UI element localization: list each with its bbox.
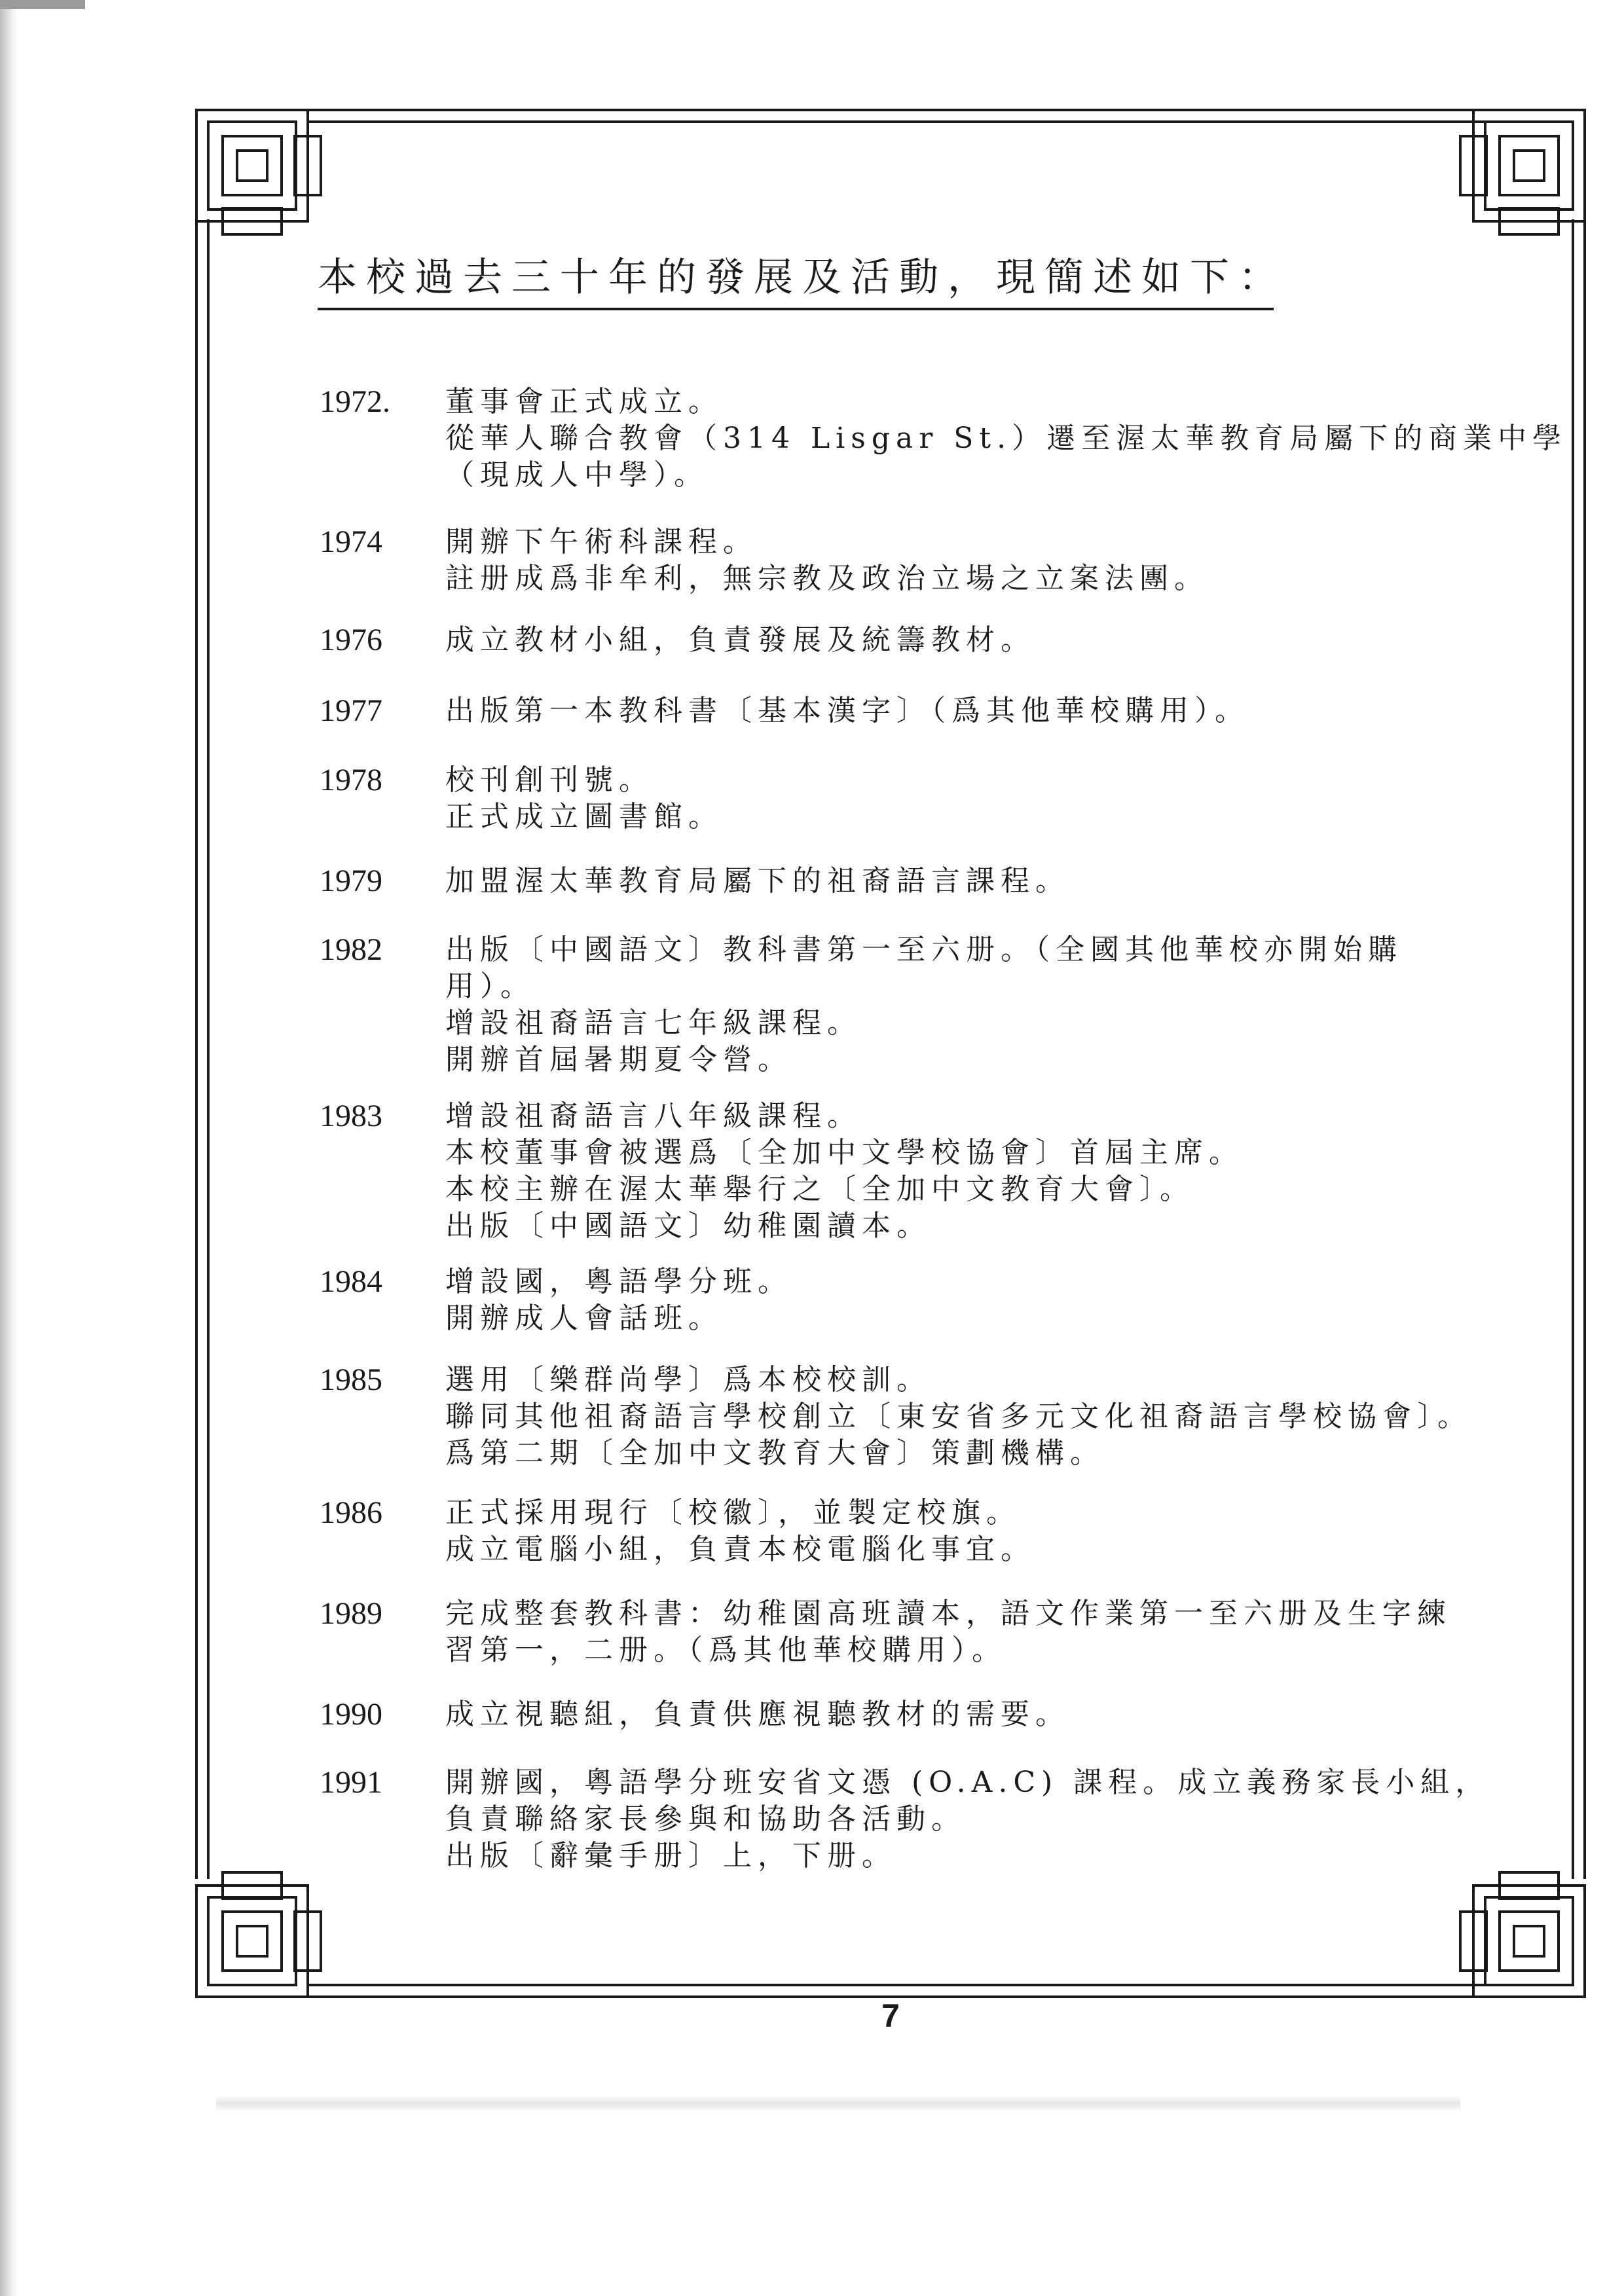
entry-line: 開辦國，粵語學分班安省文憑 (O.A.C) 課程。成立義務家長小組， [445,1766,1490,1799]
page-title: 本校過去三十年的發展及活動，現簡述如下： [318,255,1287,301]
entry-lines [445,1264,1506,1337]
entry-line: 成立電腦小組，負責本校電腦化事宜。 [445,1533,1035,1566]
entry-line: 出版〔中國語文〕幼稚園讀本。 [445,1209,931,1243]
entry-year: 1976 [320,623,382,657]
entry-year: 1979 [320,864,382,898]
entry-lines [445,1362,1506,1472]
page-number: 7 [881,1997,900,2034]
entry-year: 1985 [320,1362,382,1397]
entry-line: 負責聯絡家長參與和協助各活動。 [445,1802,966,1836]
entry-lines [445,863,1506,900]
entry-line: 註册成爲非牟利，無宗教及政治立場之立案法團。 [445,562,1209,595]
entry-lines [445,693,1506,729]
entry-year: 1977 [320,693,382,728]
entry-line: 正式成立圖書館。 [445,800,723,833]
entry-year: 1982 [320,932,382,967]
entry-line: 本校主辦在渥太華舉行之〔全加中文教育大會〕。 [445,1173,1194,1206]
entry-line: 開辦成人會話班。 [445,1302,723,1335]
entry-lines [445,762,1506,835]
entry-line: 成立視聽組，負責供應視聽教材的需要。 [445,1698,1070,1731]
entry-line: 增設國，粵語學分班。 [445,1265,792,1298]
entry-year: 1983 [320,1099,382,1133]
entry-line: 開辦下午術科課程。 [445,525,758,558]
entry-line: 習第一，二册。（爲其他華校購用）。 [445,1633,1006,1667]
entry-line: 董事會正式成立。 [445,385,723,418]
entry-line: 開辦首屆暑期夏令營。 [445,1043,792,1076]
entry-year: 1972. [320,384,390,419]
entry-lines [445,1595,1506,1669]
entry-line: 選用〔樂群尚學〕爲本校校訓。 [445,1363,931,1396]
entry-year: 1990 [320,1697,382,1732]
entry-line: 聯同其他祖裔語言學校創立〔東安省多元文化祖裔語言學校協會〕。 [445,1400,1472,1433]
entry-line: 增設祖裔語言八年級課程。 [445,1099,862,1133]
entry-lines [445,384,1568,494]
entry-line: 增設祖裔語言七年級課程。 [445,1006,862,1040]
entry-year: 1978 [320,763,382,797]
entry-lines [445,622,1506,659]
entry-lines [445,524,1506,597]
entry-lines [445,1098,1506,1245]
entry-year: 1974 [320,524,382,559]
entry-line: 成立教材小組，負責發展及統籌教材。 [445,623,1035,657]
entry-line: 爲第二期〔全加中文教育大會〕策劃機構。 [445,1436,1105,1470]
entry-line: 正式採用現行〔校徽〕，並製定校旗。 [445,1496,1021,1529]
entry-lines [445,1495,1506,1568]
entry-line: 出版〔辭彙手册〕上，下册。 [445,1839,896,1872]
entry-year: 1991 [320,1765,382,1800]
entry-line: 出版第一本教科書〔基本漢字〕（爲其他華校購用）。 [445,694,1249,727]
entry-line: 出版〔中國語文〕教科書第一至六册。（全國其他華校亦開始購 [445,933,1403,966]
entry-year: 1989 [320,1596,382,1631]
entry-line: 校刊創刊號。 [445,763,654,797]
entry-lines [445,1696,1506,1733]
entry-line: 加盟渥太華教育局屬下的祖裔語言課程。 [445,864,1070,898]
entry-year: 1984 [320,1264,382,1299]
entry-line: 本校董事會被選爲〔全加中文學校協會〕首屆主席。 [445,1136,1244,1169]
entry-line: 完成整套教科書：幼稚園高班讀本，語文作業第一至六册及生字練 [445,1597,1452,1630]
entry-line: 從華人聯合教會（314 Lisgar St.）遷至渥太華教育局屬下的商業中學 [445,422,1568,455]
entry-lines [445,932,1506,1078]
entry-year: 1986 [320,1495,382,1530]
entry-line: （現成人中學）。 [445,458,709,492]
entry-lines [445,1764,1506,1874]
scan-shadow [216,2095,1460,2112]
entry-line: 用）。 [445,970,535,1003]
